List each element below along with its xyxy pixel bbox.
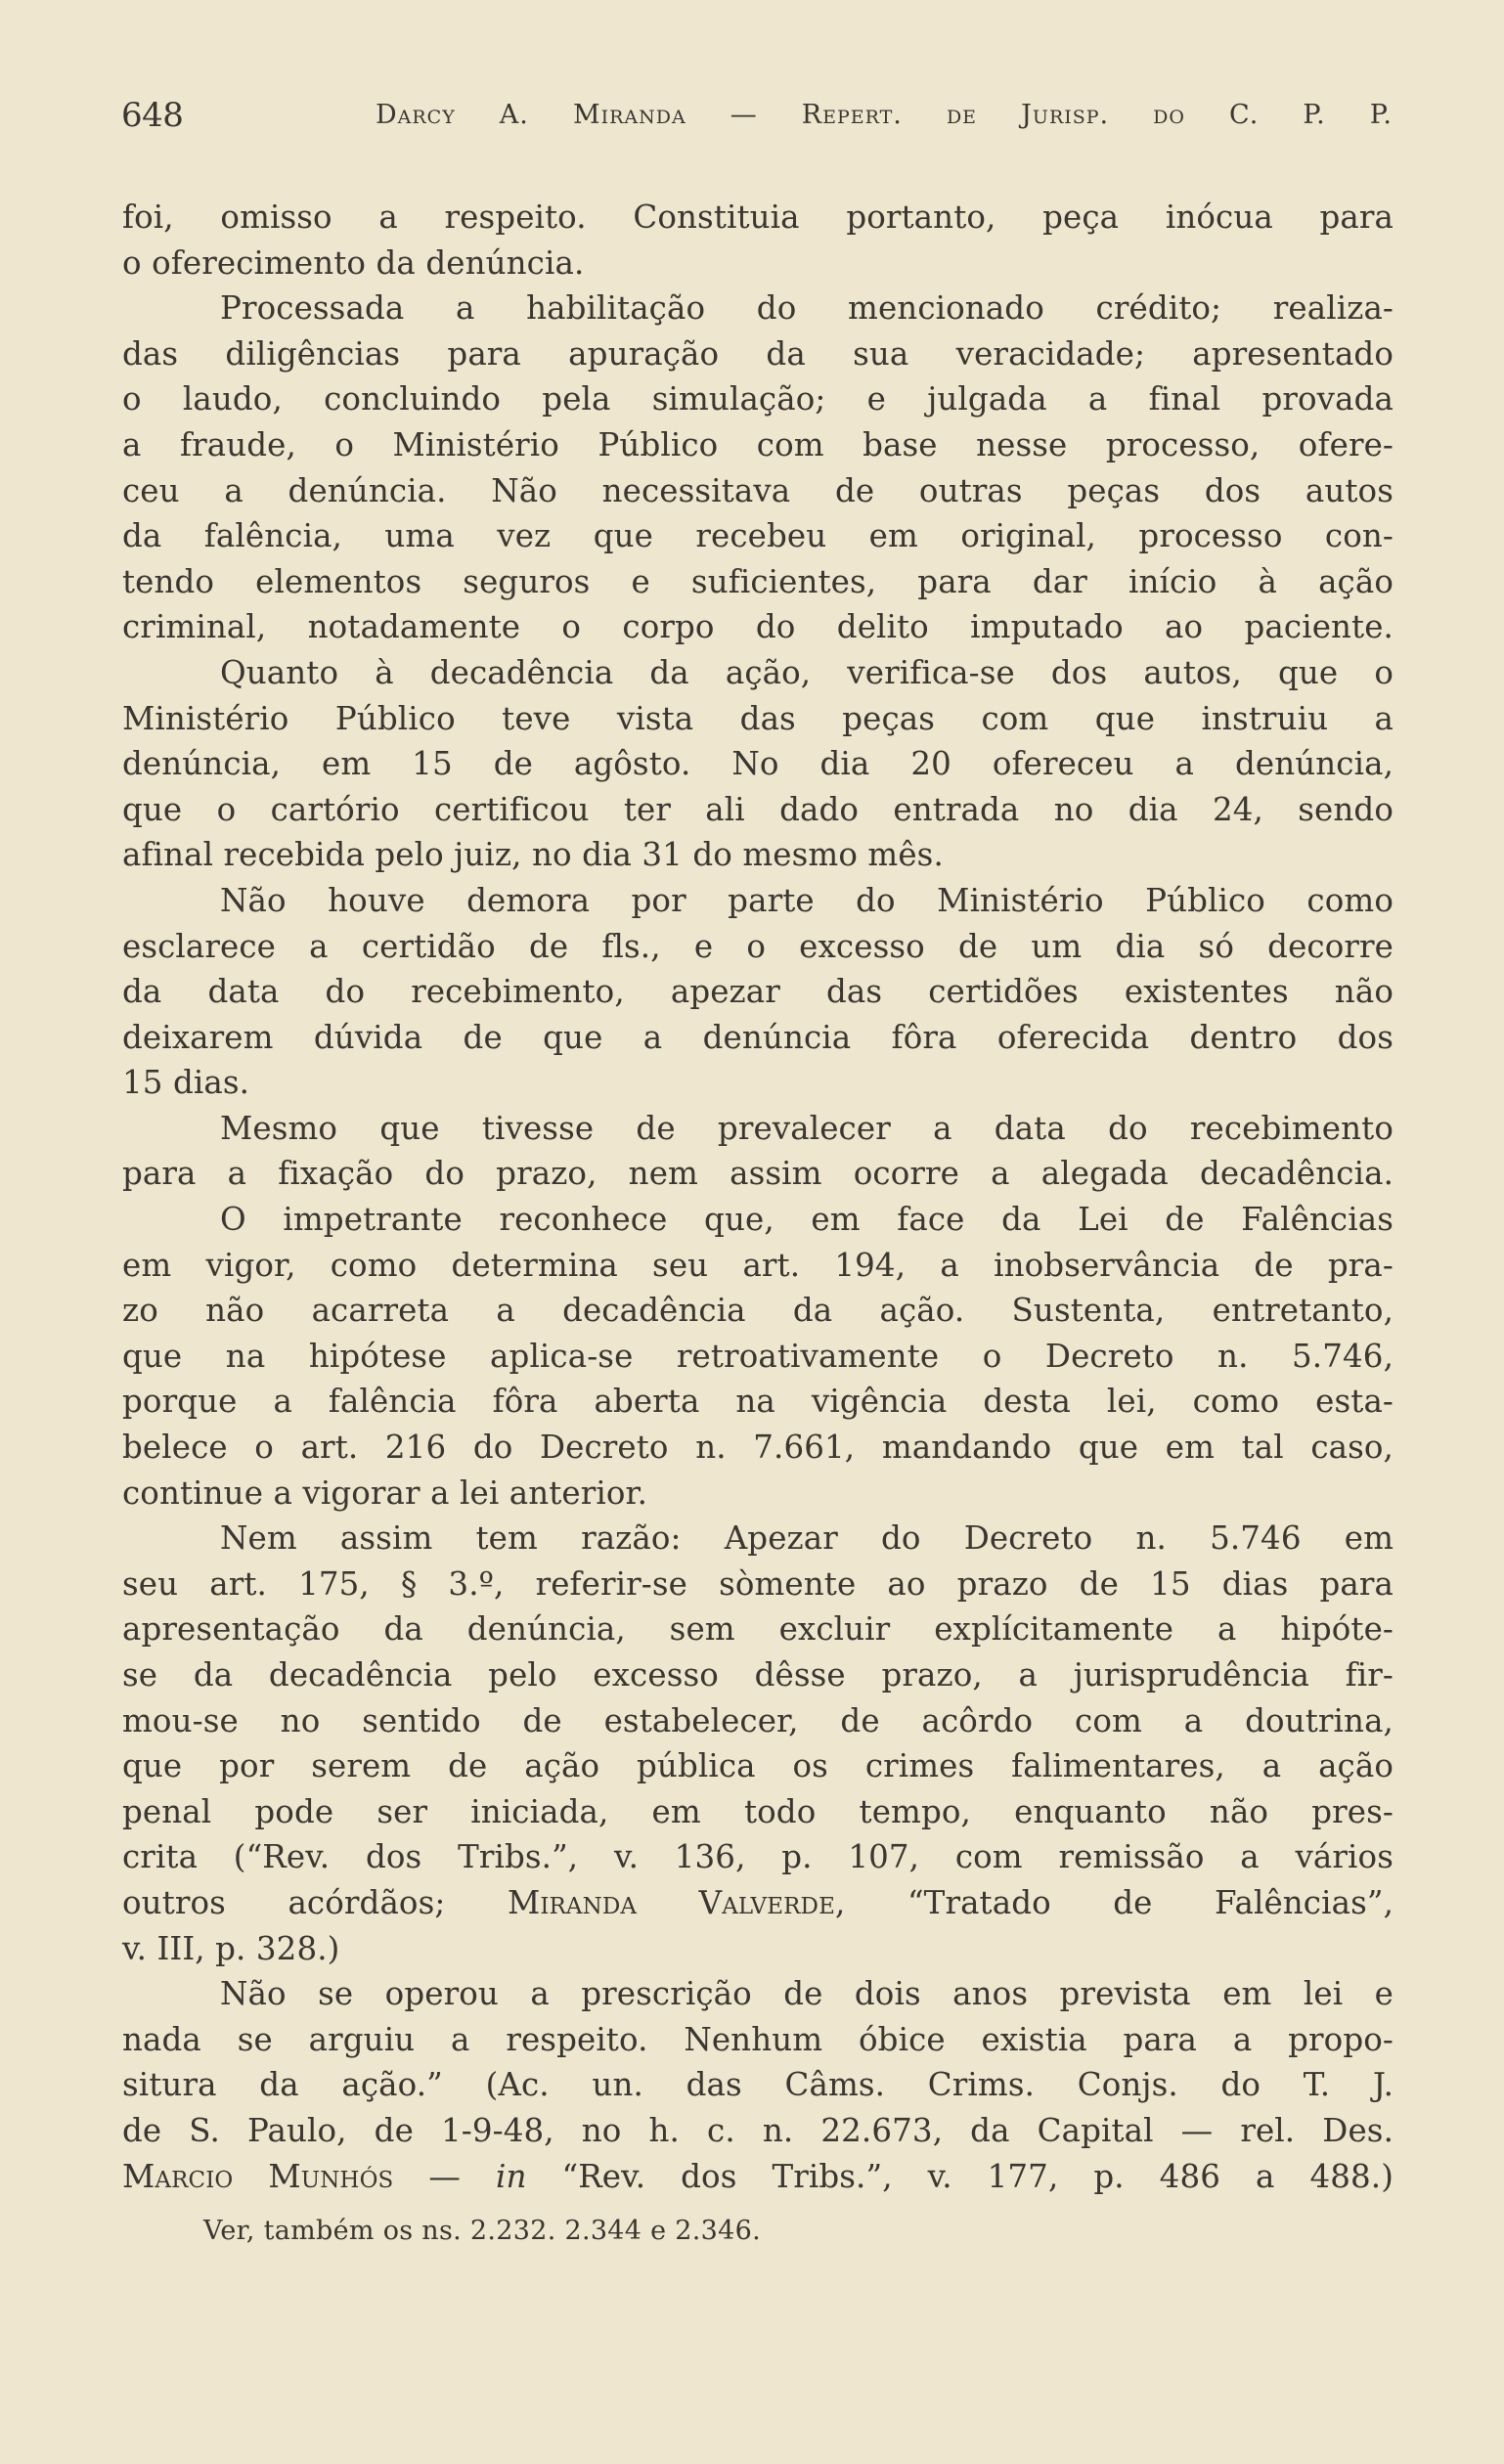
text-line: denúncia, em 15 de agôsto. No dia 20 ofereceu a denúncia,	[122, 745, 1393, 783]
text-line: criminal, notadamente o corpo do delito imputado ao paciente.	[122, 608, 1393, 646]
text-line: nada se arguiu a respeito. Nenhum óbice existia para a propo-	[122, 2020, 1393, 2058]
text-line: Processada a habilitação do mencionado crédito; realiza-	[220, 289, 1393, 328]
see-also-note: Ver, também os ns. 2.232. 2.344 e 2.346.	[203, 2216, 761, 2246]
text-line: o laudo, concluindo pela simulação; e julgada a final provada	[122, 380, 1393, 418]
text-line: Não houve demora por parte do Ministério Público como	[220, 881, 1393, 919]
text-line: que na hipótese aplica-se retroativamente o Decreto n. 5.746,	[122, 1337, 1393, 1375]
text-line: situra da ação.” (Ac. un. das Câms. Crims. Conjs. do T. J.	[122, 2066, 1393, 2104]
text-line: de S. Paulo, de 1-9-48, no h. c. n. 22.673, da Capital — rel. Des.	[122, 2111, 1393, 2149]
text-line: a fraude, o Ministério Público com base nesse processo, ofere-	[122, 425, 1393, 463]
page-number: 648	[121, 96, 184, 135]
text-line: Quanto à decadência da ação, verifica-se dos autos, que o	[220, 653, 1393, 691]
text-line: ceu a denúncia. Não necessitava de outras peças dos autos	[122, 471, 1393, 509]
text-line: para a fixação do prazo, nem assim ocorre a alegada decadência.	[122, 1155, 1393, 1193]
text-line: seu art. 175, § 3.º, referir-se sòmente ao prazo de 15 dias para	[122, 1564, 1393, 1603]
text-line: O impetrante reconhece que, em face da Lei de Falências	[220, 1201, 1393, 1239]
body-text	[122, 195, 1393, 2199]
text-line: o oferecimento da denúncia.	[122, 243, 585, 282]
latin-term: in	[460, 2157, 562, 2195]
text-line: afinal recebida pelo juiz, no dia 31 do mesmo mês.	[122, 836, 944, 874]
text-line: que por serem de ação pública os crimes falimentares, a ação	[122, 1747, 1393, 1785]
text-line: tendo elementos seguros e suficientes, para dar início à ação	[122, 562, 1393, 600]
text-line: que o cartório certificou ter ali dado entrada no dia 24, sendo	[122, 790, 1393, 828]
text-line: das diligências para apuração da sua veracidade; apresentado	[122, 334, 1393, 373]
text-line: apresentação da denúncia, sem excluir explícitamente a hipóte-	[122, 1610, 1393, 1649]
text-line: outros acórdãos; Miranda Valverde, “Tratado de Falências”,	[122, 1883, 1394, 1921]
text-line: Mesmo que tivesse de prevalecer a data do recebimento	[220, 1109, 1393, 1147]
text-line: da data do recebimento, apezar das certidões existentes não	[122, 973, 1393, 1011]
text-line: mou-se no sentido de estabelecer, de acôrdo com a doutrina,	[122, 1701, 1393, 1739]
author-name: Marcio Munhós	[122, 2157, 394, 2195]
text-line: penal pode ser iniciada, em todo tempo, enquanto não pres-	[122, 1792, 1393, 1830]
text-line: da falência, uma vez que recebeu em original, processo con-	[122, 517, 1393, 555]
text-line: porque a falência fôra aberta na vigência desta lei, como esta-	[122, 1383, 1393, 1421]
text-line: v. III, p. 328.)	[122, 1929, 340, 1967]
text-line: Nem assim tem razão: Apezar do Decreto n. 5.746 em	[220, 1519, 1393, 1558]
text-line: foi, omisso a respeito. Constituia portanto, peça inócua para	[122, 198, 1393, 236]
text-line: belece o art. 216 do Decreto n. 7.661, mandando que em tal caso,	[122, 1429, 1393, 1467]
text-line: 15 dias.	[122, 1064, 250, 1102]
text-line: Marcio Munhós — in “Rev. dos Tribs.”, v. 177, p. 486 a 488.)	[122, 2157, 1394, 2195]
page-header	[121, 94, 1402, 137]
text-line: zo não acarreta a decadência da ação. Sustenta, entretanto,	[122, 1292, 1393, 1330]
text-line: crita (“Rev. dos Tribs.”, v. 136, p. 107, com remissão a vários	[122, 1838, 1393, 1876]
text-line: esclarece a certidão de fls., e o excesso de um dia só decorre	[122, 927, 1393, 965]
author-name: Miranda Valverde	[507, 1883, 835, 1921]
running-head: Darcy A. Miranda — Repert. de Jurisp. do C. P. P.	[376, 100, 1393, 130]
text-line: Ministério Público teve vista das peças com que instruiu a	[122, 699, 1393, 737]
text-line: se da decadência pelo excesso dêsse prazo, a jurisprudência fir-	[122, 1656, 1393, 1694]
text-line: continue a vigorar a lei anterior.	[122, 1474, 648, 1512]
text-line: em vigor, como determina seu art. 194, a inobservância de pra-	[122, 1246, 1393, 1284]
text-line: deixarem dúvida de que a denúncia fôra oferecida dentro dos	[122, 1018, 1393, 1056]
text-line: Não se operou a prescrição de dois anos prevista em lei e	[220, 1975, 1393, 2013]
